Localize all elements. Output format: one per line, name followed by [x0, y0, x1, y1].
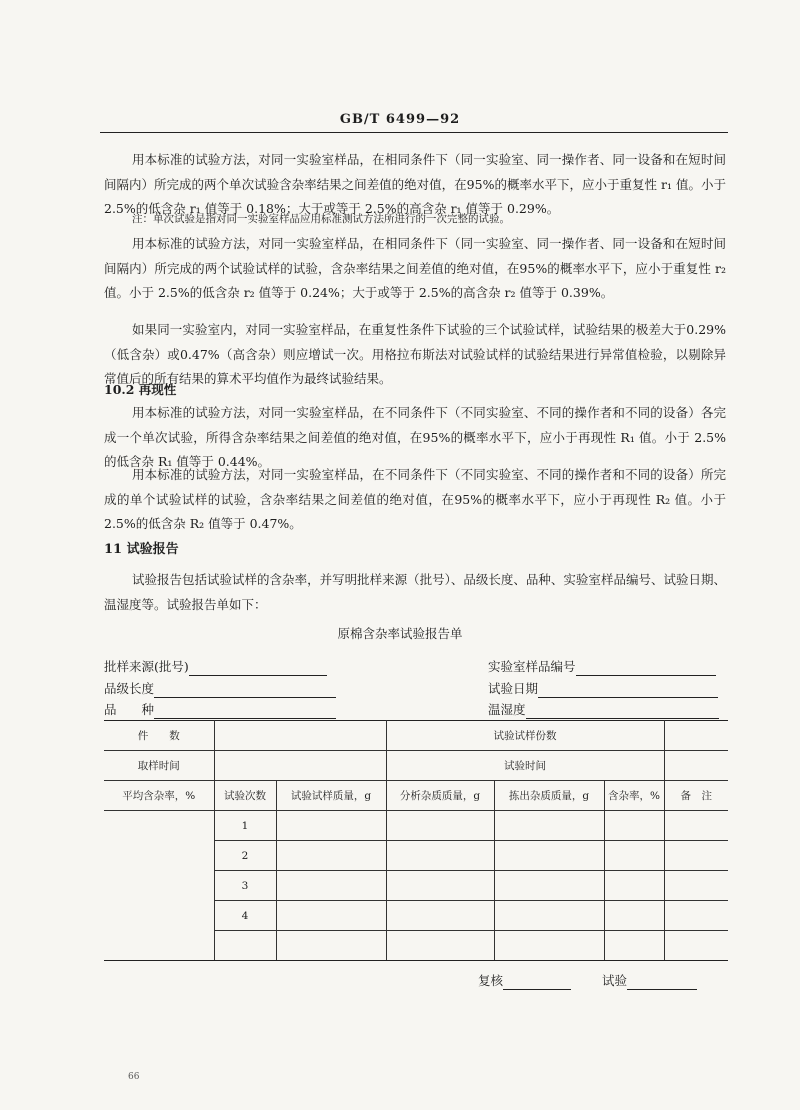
report-table	[104, 720, 728, 961]
temp-humidity-field	[488, 701, 719, 719]
test-label: 试验	[602, 973, 628, 988]
test-blank	[627, 975, 697, 990]
test-time-label: 试验时间	[386, 751, 664, 781]
trial-number: 3	[214, 871, 276, 901]
temp-humidity-label: 温湿度	[488, 702, 526, 717]
variety-label: 品 种	[104, 702, 155, 717]
table-cell	[664, 811, 728, 841]
table-row	[104, 721, 728, 751]
table-row	[104, 751, 728, 781]
section-11-heading: 11 试验报告	[104, 542, 179, 557]
batch-source-label: 批样来源(批号)	[104, 659, 189, 674]
sampling-time-value-cell	[214, 751, 386, 781]
table-cell	[276, 871, 386, 901]
variety-field	[104, 701, 336, 719]
table-cell	[494, 811, 604, 841]
table-cell	[494, 901, 604, 931]
variety-blank	[154, 704, 336, 719]
test-date-label: 试验日期	[488, 681, 539, 696]
table-cell	[276, 931, 386, 961]
header-rule	[100, 132, 728, 133]
pieces-value-cell	[214, 721, 386, 751]
paragraph-repeatability-r2: 用本标准的试验方法，对同一实验室样品，在相同条件下（同一实验室、同一操作者、同一设备和在短时间间隔内）所完成的两个试验试样的试验，含杂率结果之间差值的绝对值，在95%的概率水平下，应小于重复性 r₂ 值。小于 2.5%的低含杂 r₂ 值等于 0.24%；大于或等于 2.5%的高含杂 r₂ 值等于 0.39%。	[104, 236, 726, 300]
review-blank	[503, 975, 571, 990]
table-cell	[276, 811, 386, 841]
table-cell	[604, 871, 664, 901]
table-cell	[386, 931, 494, 961]
note-single-test: 注：单次试验是指对同一实验室样品应用标准测试方法所进行的一次完整的试验。	[132, 213, 510, 225]
table-cell	[664, 901, 728, 931]
table-cell	[604, 901, 664, 931]
test-time-value-cell	[664, 751, 728, 781]
table-cell	[604, 841, 664, 871]
grade-length-blank	[154, 683, 336, 698]
table-cell	[494, 871, 604, 901]
grade-length-label: 品级长度	[104, 681, 155, 696]
paragraph-test-report: 试验报告包括试验试样的含杂率，并写明批样来源（批号）、品级长度、品种、实验室样品编号、试验日期、温湿度等。试验报告单如下：	[104, 572, 726, 612]
test-date-blank	[538, 683, 718, 698]
trial-number: 1	[214, 811, 276, 841]
col-header-avg-impurity: 平均含杂率，%	[104, 781, 214, 811]
table-cell	[664, 931, 728, 961]
table-cell	[604, 811, 664, 841]
col-header-impurity-rate: 含杂率，%	[604, 781, 664, 811]
table-cell	[664, 871, 728, 901]
col-header-picked-impurity: 拣出杂质质量，g	[494, 781, 604, 811]
col-header-specimen-mass: 试验试样质量，g	[276, 781, 386, 811]
sample-number-blank	[576, 661, 716, 676]
avg-impurity-value-cell	[104, 811, 214, 961]
paragraph-additional-test: 如果同一实验室内，对同一实验室样品，在重复性条件下试验的三个试验试样，试验结果的极差大于0.29%（低含杂）或0.47%（高含杂）则应增试一次。用格拉布斯法对试验试样的试验结果进行异常值检验，以剔除异常值后的所有结果的算术平均值作为最终试验结果。	[104, 322, 726, 386]
section-10-2-heading: 10.2 再现性	[104, 382, 177, 397]
table-cell	[386, 811, 494, 841]
table-header-row	[104, 781, 728, 811]
specimen-count-label: 试验试样份数	[386, 721, 664, 751]
table-cell	[386, 901, 494, 931]
table-cell	[664, 841, 728, 871]
sample-number-field	[488, 658, 716, 676]
table-cell	[604, 931, 664, 961]
table-row	[104, 811, 728, 841]
sample-number-label: 实验室样品编号	[488, 659, 576, 674]
review-label: 复核	[478, 973, 504, 988]
table-cell	[386, 841, 494, 871]
temp-humidity-blank	[526, 704, 719, 719]
paragraph-reproducibility-r2: 用本标准的试验方法，对同一实验室样品，在不同条件下（不同实验室、不同的操作者和不同的设备）所完成的单个试验试样的试验，含杂率结果之间差值的绝对值，在95%的概率水平下，应小于再现性 R₂ 值。小于 2.5%的低含杂 R₂ 值等于 0.47%。	[104, 467, 726, 531]
trial-number	[214, 931, 276, 961]
table-cell	[276, 841, 386, 871]
table-cell	[494, 841, 604, 871]
page-number: 66	[128, 1072, 140, 1082]
review-signature-field	[478, 972, 571, 990]
col-header-remarks: 备 注	[664, 781, 728, 811]
col-header-analyzed-impurity: 分析杂质质量，g	[386, 781, 494, 811]
batch-source-field	[104, 658, 327, 676]
col-header-trial-no: 试验次数	[214, 781, 276, 811]
form-title: 原棉含杂率试验报告单	[337, 626, 463, 641]
document-header: GB/T 6499—92	[339, 112, 461, 127]
sampling-time-label: 取样时间	[104, 751, 214, 781]
grade-length-field	[104, 680, 336, 698]
specimen-count-value-cell	[664, 721, 728, 751]
paragraph-repeatability-r1: 用本标准的试验方法，对同一实验室样品，在相同条件下（同一实验室、同一操作者、同一设备和在短时间间隔内）所完成的两个单次试验含杂率结果之间差值的绝对值，在95%的概率水平下，应小于重复性 r₁ 值。小于 2.5%的低含杂 r₁ 值等于 0.18%；大于或等于 2.5%的高含杂 r₁ 值等于 0.29%。	[104, 152, 726, 216]
test-date-field	[488, 680, 718, 698]
table-cell	[494, 931, 604, 961]
trial-number: 4	[214, 901, 276, 931]
table-cell	[386, 871, 494, 901]
paragraph-reproducibility-r1: 用本标准的试验方法，对同一实验室样品，在不同条件下（不同实验室、不同的操作者和不同的设备）各完成一个单次试验，所得含杂率结果之间差值的绝对值，在95%的概率水平下，应小于再现性 R₁ 值。小于 2.5%的低含杂 R₁ 值等于 0.44%。	[104, 405, 726, 469]
trial-number: 2	[214, 841, 276, 871]
test-signature-field	[602, 972, 697, 990]
pieces-label: 件 数	[104, 721, 214, 751]
batch-source-blank	[189, 661, 327, 676]
table-cell	[276, 901, 386, 931]
